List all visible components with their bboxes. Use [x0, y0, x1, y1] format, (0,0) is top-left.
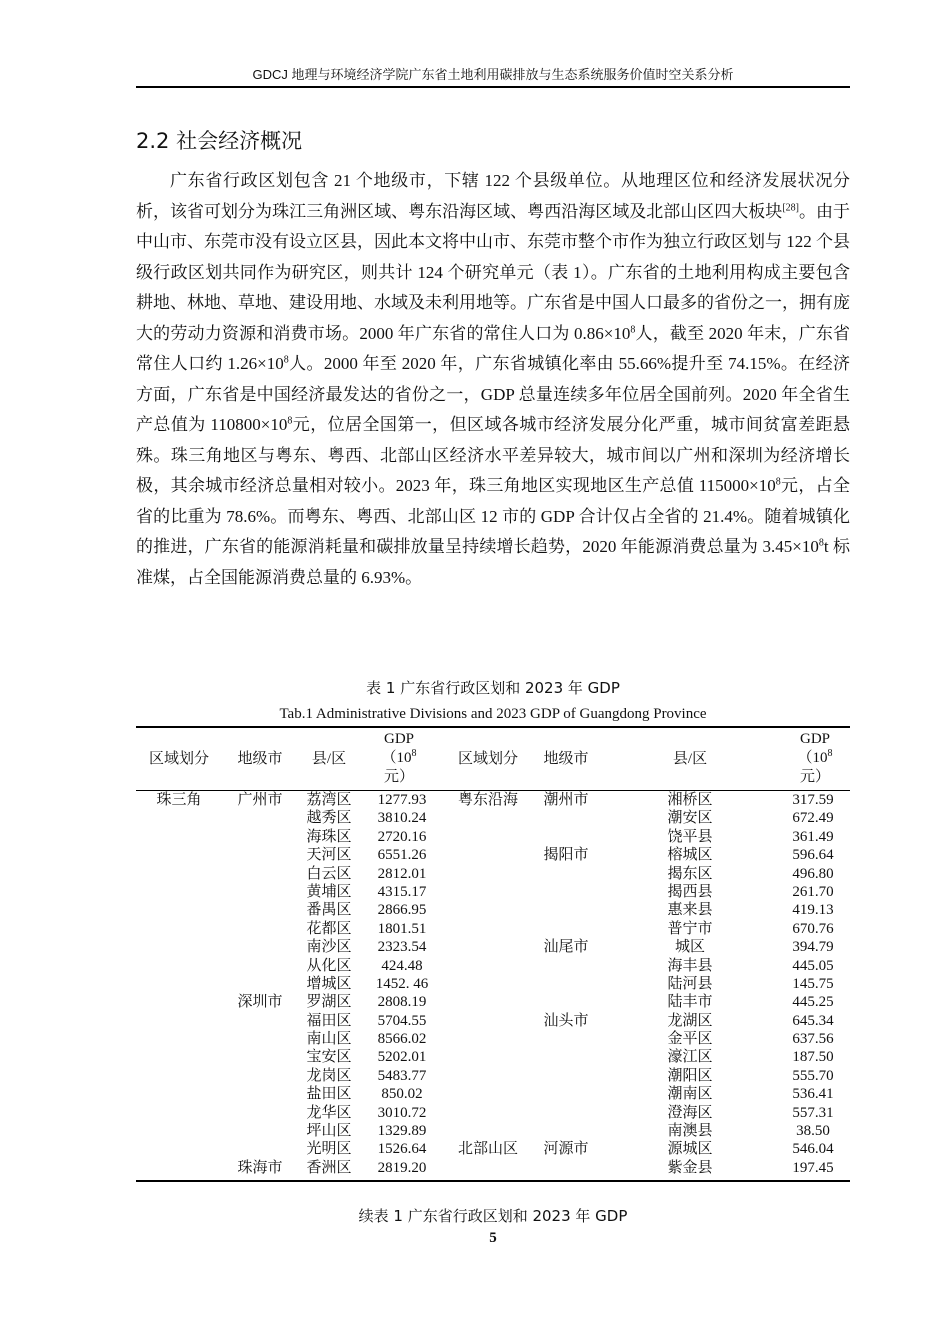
cell-gdp: 2720.16 — [377, 828, 427, 845]
table-row — [136, 865, 850, 883]
cell-gdp: 2866.95 — [377, 902, 427, 919]
cell-county: 龙华区 — [306, 1104, 352, 1121]
body-paragraph: 广东省行政区划包含 21 个地级市，下辖 122 个县级单位。从地理区位和经济发展状况分析，该省可划分为珠江三角洲区域、粤东沿海区域、粤西沿海区域及北部山区四大板块[28]。由于中山市、东莞市没有设立区县，因此本文将中山市、东莞市整个市作为独立行政区划与 122 个县级行政区划共同作为研究区，则共计 124 个研究单元（表 1）。广东省的土地利用构成主要包含耕地、林地、草地、建设用地、水域及未利用地等。广东省是中国人口最多的省份之一，拥有庞大的劳动力资源和消费市场。2000 年广东省的常住人口为 $0.86\times 10^8$人，截至 2020 年末，广东省常住人口约 $1.26\times 10^8$人。2000 年至 2020 年，广东省城镇化率由 55.66%提升至 74.15%。在经济方面，广东省是中国经济最发达的省份之一，GDP 总量连续多年位居全国前列。2020 年全省生产总值为 $110800\times 10^8$元，位居全国第一，但区域各城市经济发展分化严重，城市间贫富差距悬殊。珠三角地区与粤东、粤西、北部山区经济水平差异较大，城市间以广州和深圳为经济增长极，其余城市经济总量相对较小。2023 年，珠三角地区实现地区生产总值 $115000\times 10^8$元，占全省的比重为 78.6%。而粤东、粤西、北部山区 12 市的 GDP 合计仅占全省的 21.4%。随着城镇化的推进，广东省的能源消耗量和碳排放量呈持续增长趋势，2020 年能源消费总量为 $3.45\times 10^8t$ 标准煤，占全国能源消费总量的 6.93%。 — [136, 171, 851, 587]
cell-county-2: 陆河县 — [667, 975, 713, 992]
cell-county-2: 城区 — [674, 939, 705, 956]
cell-gdp-2: 637.56 — [792, 1031, 834, 1048]
cell-gdp-2: 546.04 — [792, 1141, 834, 1158]
cell-gdp: 3010.72 — [377, 1104, 427, 1121]
cell-county: 香洲区 — [306, 1159, 352, 1176]
cell-region-2: 粤东沿海 — [457, 792, 518, 808]
cell-gdp: 2812.01 — [377, 865, 427, 882]
cell-gdp-2: 394.79 — [792, 939, 834, 956]
cell-county: 番禺区 — [306, 902, 352, 919]
cell-gdp-2: 555.70 — [792, 1067, 834, 1084]
table-row — [136, 975, 850, 993]
cell-county-2: 源城区 — [667, 1141, 713, 1158]
cell-gdp: 8566.02 — [377, 1031, 427, 1048]
cell-county-2: 陆丰市 — [667, 994, 713, 1011]
cell-gdp-2: 445.05 — [792, 957, 834, 974]
cell-county: 天河区 — [306, 847, 352, 864]
cell-gdp: 850.02 — [381, 1086, 423, 1103]
cell-county-2: 潮阳区 — [667, 1067, 713, 1084]
cell-city: 广州市 — [237, 792, 283, 808]
cell-county: 南山区 — [306, 1031, 352, 1048]
cell-gdp-2: 187.50 — [792, 1049, 834, 1066]
cell-city: 深圳市 — [237, 994, 283, 1011]
cell-gdp-2: 361.49 — [792, 828, 834, 845]
gdp-table — [136, 726, 850, 1182]
table-row — [136, 920, 850, 938]
cell-city-2: 揭阳市 — [543, 847, 589, 864]
cell-gdp: 5202.01 — [377, 1049, 427, 1066]
cell-county: 南沙区 — [306, 939, 352, 956]
cell-gdp-2: 38.50 — [796, 1123, 830, 1140]
cell-county: 宝安区 — [306, 1049, 352, 1066]
table-row — [136, 809, 850, 827]
cell-county-2: 湘桥区 — [667, 792, 713, 808]
cell-county: 海珠区 — [306, 828, 352, 845]
cell-gdp-2: 596.64 — [792, 847, 834, 864]
col-header-gdp: GDP （$10^8$ 元） — [381, 731, 417, 785]
cell-county: 增城区 — [306, 975, 352, 992]
cell-county: 从化区 — [306, 957, 352, 974]
section-title: 2.2 社会经济概况 — [136, 129, 303, 153]
table-row — [136, 1104, 850, 1122]
table-row — [136, 957, 850, 975]
cell-county: 越秀区 — [306, 810, 352, 827]
table-row — [136, 1140, 850, 1158]
table-row — [136, 993, 850, 1011]
cell-gdp: 1452. 46 — [375, 975, 429, 992]
cell-city-2: 河源市 — [543, 1141, 589, 1158]
cell-county-2: 潮安区 — [667, 810, 713, 827]
cell-gdp-2: 645.34 — [792, 1012, 834, 1029]
cell-gdp-2: 317.59 — [792, 792, 834, 808]
cell-county: 荔湾区 — [306, 792, 352, 808]
running-header: GDCJ 地理与环境经济学院广东省土地利用碳排放与生态系统服务价值时空关系分析 — [252, 67, 734, 82]
cell-county-2: 普宁市 — [667, 920, 713, 937]
table-row — [136, 1122, 850, 1140]
cell-city-2: 汕头市 — [543, 1012, 589, 1029]
table-row — [136, 883, 850, 901]
cell-region-2: 北部山区 — [457, 1141, 518, 1158]
table-row — [136, 1048, 850, 1066]
cell-gdp-2: 536.41 — [792, 1086, 834, 1103]
cell-county: 龙岗区 — [306, 1067, 352, 1084]
cell-gdp: 1329.89 — [377, 1123, 427, 1140]
cell-gdp-2: 670.76 — [792, 920, 834, 937]
cell-county-2: 揭东区 — [667, 865, 713, 882]
col-header-region: 区域划分 — [148, 750, 209, 767]
cell-gdp: 1277.93 — [377, 792, 427, 808]
table-row — [136, 846, 850, 864]
col-header-county: 县/区 — [311, 750, 347, 767]
cell-region: 珠三角 — [156, 792, 202, 808]
table-row — [136, 828, 850, 846]
table-caption-en: Tab.1 Administrative Divisions and 2023 GDP of Guangdong Province — [279, 706, 707, 722]
cell-county-2: 海丰县 — [667, 957, 713, 974]
cell-county: 黄埔区 — [306, 883, 352, 900]
cell-gdp-2: 261.70 — [792, 883, 834, 900]
table-body — [136, 791, 850, 1177]
table-row — [136, 938, 850, 956]
cell-gdp: 6551.26 — [377, 847, 427, 864]
table-row — [136, 1067, 850, 1085]
cell-gdp-2: 496.80 — [792, 865, 834, 882]
table-row — [136, 791, 850, 809]
cell-gdp: 1526.64 — [377, 1141, 427, 1158]
col-header-city: 地级市 — [237, 750, 283, 767]
cell-gdp-2: 197.45 — [792, 1159, 834, 1176]
cell-gdp-2: 672.49 — [792, 810, 834, 827]
col-header-region-2: 区域划分 — [457, 750, 518, 767]
cell-county-2: 紫金县 — [667, 1159, 713, 1176]
cell-gdp: 1801.51 — [377, 920, 427, 937]
col-header-gdp-2: GDP （$10^8$ 元） — [797, 731, 833, 785]
table-row — [136, 901, 850, 919]
cell-county-2: 潮南区 — [667, 1086, 713, 1103]
table-row — [136, 1030, 850, 1048]
cell-county-2: 澄海区 — [667, 1104, 713, 1121]
cell-county: 罗湖区 — [306, 994, 352, 1011]
table-row — [136, 1012, 850, 1030]
cell-county-2: 金平区 — [667, 1031, 713, 1048]
table-row — [136, 1159, 850, 1177]
cell-gdp: 2808.19 — [377, 994, 427, 1011]
cell-gdp: 5704.55 — [377, 1012, 427, 1029]
cell-county-2: 龙湖区 — [667, 1012, 713, 1029]
cell-county-2: 濠江区 — [667, 1049, 713, 1066]
cell-county: 花都区 — [306, 920, 352, 937]
body-paragraph-container — [136, 166, 850, 593]
cell-gdp: 2819.20 — [377, 1159, 427, 1176]
cell-gdp: 3810.24 — [377, 810, 427, 827]
cell-gdp: 2323.54 — [377, 939, 427, 956]
continued-table-caption: 续表 1 广东省行政区划和 2023 年 GDP — [358, 1207, 628, 1225]
table-row — [136, 1085, 850, 1103]
cell-county-2: 饶平县 — [667, 828, 713, 845]
page-number: 5 — [489, 1230, 497, 1246]
cell-county-2: 惠来县 — [667, 902, 713, 919]
cell-gdp-2: 419.13 — [792, 902, 834, 919]
header-rule — [136, 86, 850, 88]
cell-county: 光明区 — [306, 1141, 352, 1158]
cell-county-2: 南澳县 — [667, 1123, 713, 1140]
cell-county: 坪山区 — [306, 1123, 352, 1140]
col-header-city-2: 地级市 — [543, 750, 589, 767]
cell-gdp: 424.48 — [381, 957, 423, 974]
cell-gdp: 5483.77 — [377, 1067, 427, 1084]
cell-county-2: 榕城区 — [667, 847, 713, 864]
cell-gdp: 4315.17 — [377, 883, 427, 900]
cell-gdp-2: 557.31 — [792, 1104, 834, 1121]
cell-county: 盐田区 — [306, 1086, 352, 1103]
table-header — [136, 728, 850, 791]
cell-county-2: 揭西县 — [667, 883, 713, 900]
cell-city: 珠海市 — [237, 1159, 283, 1176]
cell-city-2: 汕尾市 — [543, 939, 589, 956]
cell-gdp-2: 445.25 — [792, 994, 834, 1011]
cell-city-2: 潮州市 — [543, 792, 589, 808]
cell-gdp-2: 145.75 — [792, 975, 834, 992]
cell-county: 福田区 — [306, 1012, 352, 1029]
col-header-county-2: 县/区 — [672, 750, 708, 767]
table-caption-zh: 表 1 广东省行政区划和 2023 年 GDP — [366, 679, 620, 697]
cell-county: 白云区 — [306, 865, 352, 882]
